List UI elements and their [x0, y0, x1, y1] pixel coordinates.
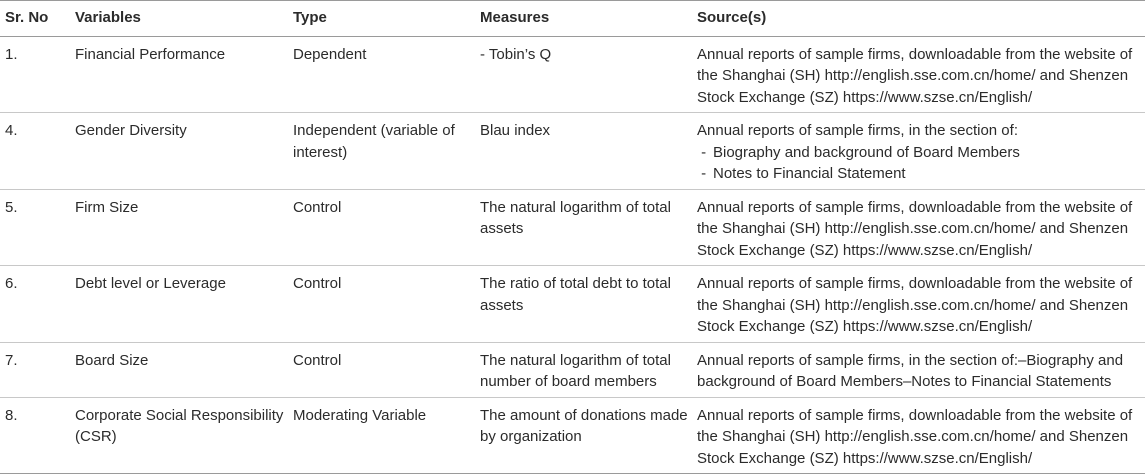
cell-measure: Blau index — [476, 113, 693, 190]
table-row — [0, 266, 1145, 343]
cell-sr: 7. — [0, 342, 71, 397]
cell-type: Control — [289, 266, 476, 343]
table-row — [0, 397, 1145, 474]
table-row — [0, 189, 1145, 266]
table-row — [0, 113, 1145, 190]
cell-measure: The natural logarithm of total assets — [476, 189, 693, 266]
cell-source: Annual reports of sample firms, downloadable from the website of the Shanghai (SH) http://english.sse.com.cn/home/ and Shenzen Stock Exchange (SZ) https://www.szse.cn/English/ — [693, 36, 1145, 113]
cell-source: Annual reports of sample firms, in the section of:–Biography and background of Board Members–Notes to Financial Statements — [693, 342, 1145, 397]
header-variables: Variables — [71, 1, 289, 37]
cell-source: Annual reports of sample firms, downloadable from the website of the Shanghai (SH) http://english.sse.com.cn/home/ and Shenzen Stock Exchange (SZ) https://www.szse.cn/English/ — [693, 189, 1145, 266]
cell-measure: The amount of donations made by organization — [476, 397, 693, 474]
cell-source — [693, 113, 1145, 190]
cell-measure: The ratio of total debt to total assets — [476, 266, 693, 343]
header-sr-no: Sr. No — [0, 1, 71, 37]
cell-sr: 6. — [0, 266, 71, 343]
source-bullet-text: Biography and background of Board Members — [713, 143, 1020, 161]
cell-variable: Gender Diversity — [71, 113, 289, 190]
source-bullet: - Biography and background of Board Members — [697, 143, 1020, 161]
cell-type: Dependent — [289, 36, 476, 113]
table-row — [0, 342, 1145, 397]
cell-type: Control — [289, 189, 476, 266]
cell-variable: Financial Performance — [71, 36, 289, 113]
header-type: Type — [289, 1, 476, 37]
cell-variable: Firm Size — [71, 189, 289, 266]
cell-sr: 1. — [0, 36, 71, 113]
cell-sr: 5. — [0, 189, 71, 266]
cell-variable: Debt level or Leverage — [71, 266, 289, 343]
cell-sr: 4. — [0, 113, 71, 190]
source-bullet: - Notes to Financial Statement — [697, 165, 906, 182]
cell-variable: Corporate Social Responsibility (CSR) — [71, 397, 289, 474]
cell-measure: The natural logarithm of total number of board members — [476, 342, 693, 397]
header-measures: Measures — [476, 1, 693, 37]
cell-source: Annual reports of sample firms, downloadable from the website of the Shanghai (SH) http://english.sse.com.cn/home/ and Shenzen Stock Exchange (SZ) https://www.szse.cn/English/ — [693, 266, 1145, 343]
cell-type: Moderating Variable — [289, 397, 476, 474]
cell-type: Control — [289, 342, 476, 397]
header-sources: Source(s) — [693, 1, 1145, 37]
cell-variable: Board Size — [71, 342, 289, 397]
cell-source: Annual reports of sample firms, downloadable from the website of the Shanghai (SH) http://english.sse.com.cn/home/ and Shenzen Stock Exchange (SZ) https://www.szse.cn/English/ — [693, 397, 1145, 474]
table-row — [0, 36, 1145, 113]
table-header-row — [0, 1, 1145, 37]
cell-measure: - Tobin’s Q — [476, 36, 693, 113]
source-intro: Annual reports of sample firms, in the section of: — [697, 122, 1018, 139]
cell-type: Independent (variable of interest) — [289, 113, 476, 190]
source-bullet-text: Notes to Financial Statement — [713, 165, 906, 182]
cell-sr: 8. — [0, 397, 71, 474]
